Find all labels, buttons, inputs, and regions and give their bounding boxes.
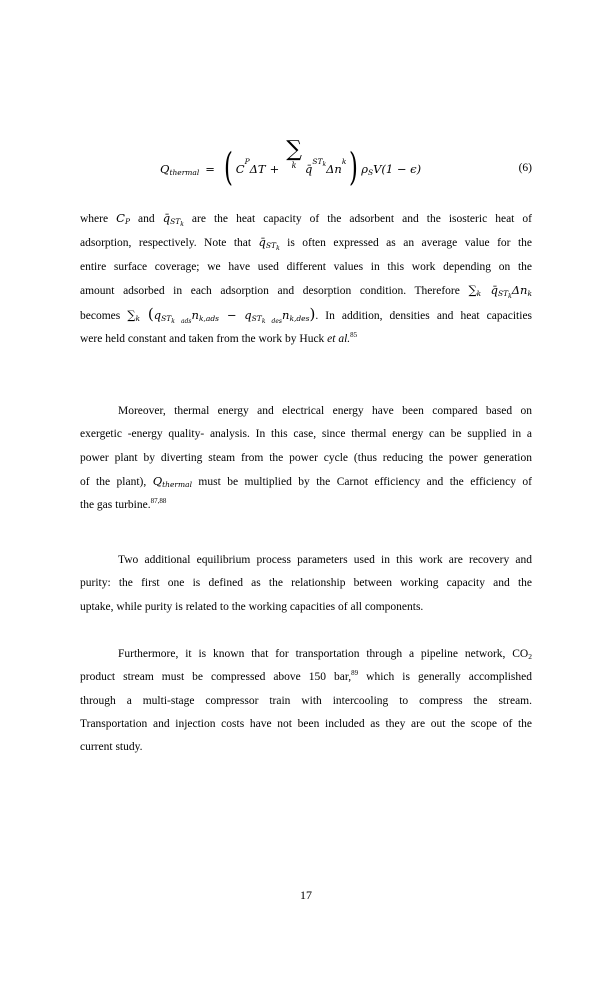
summation: ∑ k bbox=[286, 137, 302, 170]
p1-line-1: where $C_P$ and $q̄_{ST_k}$ are the heat capacity of the adsorbent and the isosteric heat of bbox=[80, 211, 532, 228]
p1-line-4: amount adsorbed in each adsorption and desorption condition. Therefore $\sum_k$ $q̄_{ST_k}\Delta n_k$ bbox=[80, 282, 532, 300]
p3-line-1: Two additional equilibrium process parameters used in this work are recovery and bbox=[118, 554, 532, 566]
p4-line-1: Furthermore, it is known that for transportation through a pipeline network, $CO_2$ bbox=[118, 648, 532, 661]
equation-body bbox=[160, 137, 422, 198]
eq-inner-terms: C P ΔT + bbox=[235, 157, 280, 176]
p1-line-6: were held constant and taken from the work by Huck et al.$^{85}$ bbox=[80, 331, 358, 346]
equation-6 bbox=[80, 137, 532, 198]
p2-line-4: of the plant), $Q_{thermal}$ must be multiplied by the Carnot efficiency and the efficiency of bbox=[80, 473, 533, 489]
p3-line-3: uptake, while purity is related to the working capacities of all components. bbox=[80, 600, 424, 613]
page-number: 17 bbox=[300, 888, 312, 902]
right-paren: ) bbox=[349, 145, 359, 189]
p1-line-3: entire surface coverage; we have used different values in this work depending on the bbox=[80, 260, 532, 273]
left-paren: ( bbox=[223, 145, 233, 189]
p4-line-4: Transportation and injection costs have not been included as they are out the scope of the bbox=[80, 717, 532, 730]
p1-line-2: adsorption, respectively. Note that $q̄_{ST_k}$ is often expressed as an average value for the bbox=[80, 235, 532, 253]
paragraph-4 bbox=[80, 643, 532, 759]
p2-line-5: the gas turbine.$^{87,88}$ bbox=[80, 497, 167, 512]
p2-line-3: power plant by diverting steam from the power cycle (thus reducing the power generation bbox=[80, 451, 532, 464]
eq-lhs: $Q_{thermal}$ bbox=[160, 162, 200, 177]
paragraph-2 bbox=[80, 400, 532, 517]
paragraph-1 bbox=[80, 207, 532, 352]
equation-number: (6) bbox=[518, 162, 532, 174]
p1-line-5: becomes $\sum_k$ $(q_{ST_{k ads}}n_{k,ads} - q_{ST_{k des}}n_{k,des})$. In addition, densities and heat capacities bbox=[80, 305, 533, 326]
p4-line-2: product stream must be compressed above 150 bar,$^{89}$ which is generally accomplished bbox=[80, 669, 532, 684]
eq-tail: $\rho_SV(1 - \epsilon)$ bbox=[361, 162, 422, 177]
p4-line-5: current study. bbox=[80, 741, 143, 754]
paragraph-3 bbox=[80, 549, 532, 619]
p2-line-1: Moreover, thermal energy and electrical energy have been compared based on bbox=[118, 405, 532, 417]
p3-line-2: purity: the first one is defined as the relationship between working capacity and the bbox=[80, 577, 532, 590]
eq-sum-term: q̄ $^{ST_k}$ Δn k bbox=[304, 157, 347, 176]
p2-line-2: exergetic -energy quality- analysis. In this case, since thermal energy can be supplied in a bbox=[80, 428, 532, 441]
p4-line-3: through a multi-stage compressor train with intercooling to compress the stream. bbox=[80, 694, 532, 707]
eq-equals: = bbox=[205, 162, 215, 176]
